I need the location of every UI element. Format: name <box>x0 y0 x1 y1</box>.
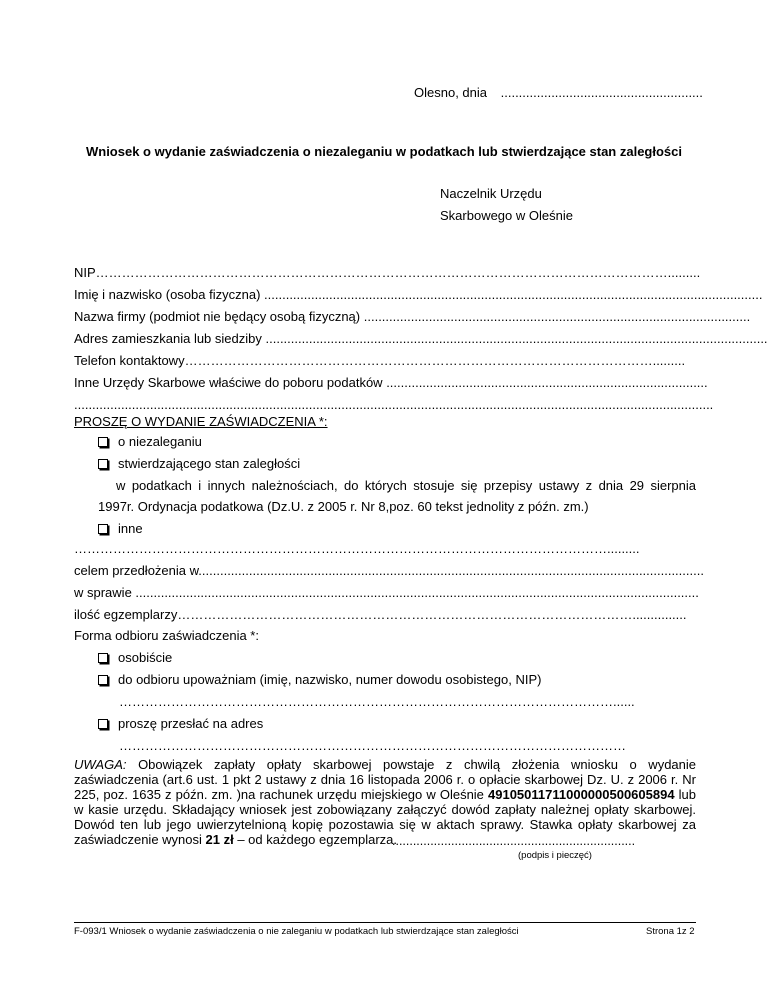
page-number: Strona 1z 2 <box>646 926 695 937</box>
nip-label: NIP <box>74 265 96 280</box>
blank-line[interactable] <box>74 397 714 413</box>
nip-dots[interactable]: ……………………………………………………………………………………………………………………......... <box>95 265 701 280</box>
bank-account: 49105011711000000500605894 <box>488 787 675 802</box>
matter-label: w sprawie <box>74 585 132 600</box>
signature-dots[interactable]: ...................................................................... <box>392 834 636 848</box>
company-label: Nazwa firmy (podmiot nie będący osobą fizyczną) <box>74 309 361 324</box>
phone-dots[interactable]: ………………………………………………………………………………………………......... <box>184 353 686 368</box>
address-field[interactable] <box>74 331 768 347</box>
purpose-field[interactable] <box>74 563 704 579</box>
pickup-authorized-line[interactable] <box>119 694 696 709</box>
copies-dots[interactable]: ……………………………………………………………………………………………............... <box>177 607 687 622</box>
address-label: Adres zamieszkania lub siedziby <box>74 331 262 346</box>
pickup-authorized[interactable] <box>98 672 541 688</box>
pickup-heading: Forma odbioru zaświadczenia *: <box>74 628 259 643</box>
phone-field[interactable] <box>74 353 696 369</box>
blank-dots[interactable]: ................................................................................................................................................................................. <box>74 397 714 412</box>
name-label: Imię i nazwisko (osoba fizyczna) <box>74 287 261 302</box>
other-dots[interactable]: ……………………………………………………………………………………………………………......... <box>74 541 640 556</box>
copies-field[interactable] <box>74 607 696 623</box>
checkbox-icon[interactable] <box>98 653 108 663</box>
footer-rule <box>74 922 696 923</box>
option-label: osobiście <box>118 650 173 665</box>
phone-label: Telefon kontaktowy <box>74 353 185 368</box>
purpose-dots[interactable]: ............................................................................................................................................ <box>198 563 704 578</box>
notice-text-1: Obowiązek zapłaty opłaty skarbowej powstaje z chwilą złożenia wniosku o wydanie zaświadczenia (art.6 ust. 1 pkt 2 ustawy z dnia 16 listopada 2006 r. o opłacie skarbowej Dz. U. z 2006 r. Nr 225, poz. 1635 z późn. zm. )na rachunek urzędu miejskiego w Oleśnie <box>74 757 696 802</box>
pickup-mail-dots[interactable]: ……………………………………………………………………………………………………… <box>119 738 626 753</box>
request-description-2: 1997r. Ordynacja podatkowa (Dz.U. z 2005 r. Nr 8,poz. 60 tekst jednolity z późn. zm.) <box>98 499 589 514</box>
place-date <box>414 85 703 100</box>
addressee-line2: Skarbowego w Oleśnie <box>440 208 573 223</box>
matter-field[interactable] <box>74 585 699 601</box>
nip-field[interactable] <box>74 265 701 281</box>
option-label: do odbioru upoważniam (imię, nazwisko, numer dowodu osobistego, NIP) <box>118 672 542 687</box>
notice-text-3: – od każdego egzemplarza. <box>233 832 398 847</box>
pickup-authorized-dots[interactable]: ……………………………………………………………………………………………………...... <box>119 694 635 709</box>
request-heading: PROSZĘ O WYDANIE ZAŚWIADCZENIA *: <box>74 414 328 429</box>
checkbox-icon[interactable] <box>98 459 108 469</box>
name-dots[interactable]: .......................................................................................................................................... <box>264 287 763 302</box>
date-dots[interactable]: ........................................................ <box>500 85 703 100</box>
checkbox-icon[interactable] <box>98 524 108 534</box>
notice-label: UWAGA: <box>74 757 127 772</box>
option-label: proszę przesłać na adres <box>118 716 264 731</box>
option-label: o niezaleganiu <box>118 434 202 449</box>
checkbox-icon[interactable] <box>98 675 108 685</box>
copies-label: ilość egzemplarzy <box>74 607 178 622</box>
option-other[interactable] <box>98 521 143 537</box>
option-label: inne <box>118 521 143 536</box>
pickup-mail[interactable] <box>98 716 263 732</box>
option-arrears-status[interactable] <box>98 456 300 472</box>
checkbox-icon[interactable] <box>98 437 108 447</box>
pickup-personal[interactable] <box>98 650 172 666</box>
offices-field[interactable] <box>74 375 708 391</box>
option-no-arrears[interactable] <box>98 434 202 450</box>
name-field[interactable] <box>74 287 763 303</box>
address-dots[interactable]: ........................................................................................................................................... <box>265 331 768 346</box>
other-line[interactable] <box>74 541 696 557</box>
company-field[interactable] <box>74 309 751 325</box>
signature-caption: (podpis i pieczęć) <box>518 850 592 861</box>
purpose-label: celem przedłożenia w <box>74 563 199 578</box>
notice-text-2: lub w kasie urzędu. Składający wniosek jest zobowiązany załączyć dowód zapłaty należnej opłaty skarbowej. Dowód ten lub jego uwierzytelnioną kopię pozostawia się w aktach sprawy. Stawka opłaty skarbowej za zaświadczenie wynosi <box>74 787 696 847</box>
checkbox-icon[interactable] <box>98 719 108 729</box>
matter-dots[interactable]: ............................................................................................................................................................ <box>135 585 699 600</box>
company-dots[interactable]: ........................................................................................................... <box>363 309 751 324</box>
addressee-line1: Naczelnik Urzędu <box>440 186 542 201</box>
request-description: w podatkach i innych należnościach, do których stosuje się przepisy ustawy z dnia 29 sierpnia <box>116 478 696 493</box>
offices-label: Inne Urzędy Skarbowe właściwe do poboru podatków <box>74 375 383 390</box>
fee-amount: 21 zł <box>205 832 234 847</box>
page-title: Wniosek o wydanie zaświadczenia o niezaleganiu w podatkach lub stwierdzające stan zaległości <box>85 144 682 159</box>
place-date-label: Olesno, dnia <box>414 85 487 100</box>
pickup-mail-line[interactable] <box>119 738 696 753</box>
footer-text: F-093/1 Wniosek o wydanie zaświadczenia o nie zaleganiu w podatkach lub stwierdzające stan zaległości <box>74 926 519 937</box>
option-label: stwierdzającego stan zaległości <box>118 456 301 471</box>
offices-dots[interactable]: ......................................................................................... <box>386 375 708 390</box>
